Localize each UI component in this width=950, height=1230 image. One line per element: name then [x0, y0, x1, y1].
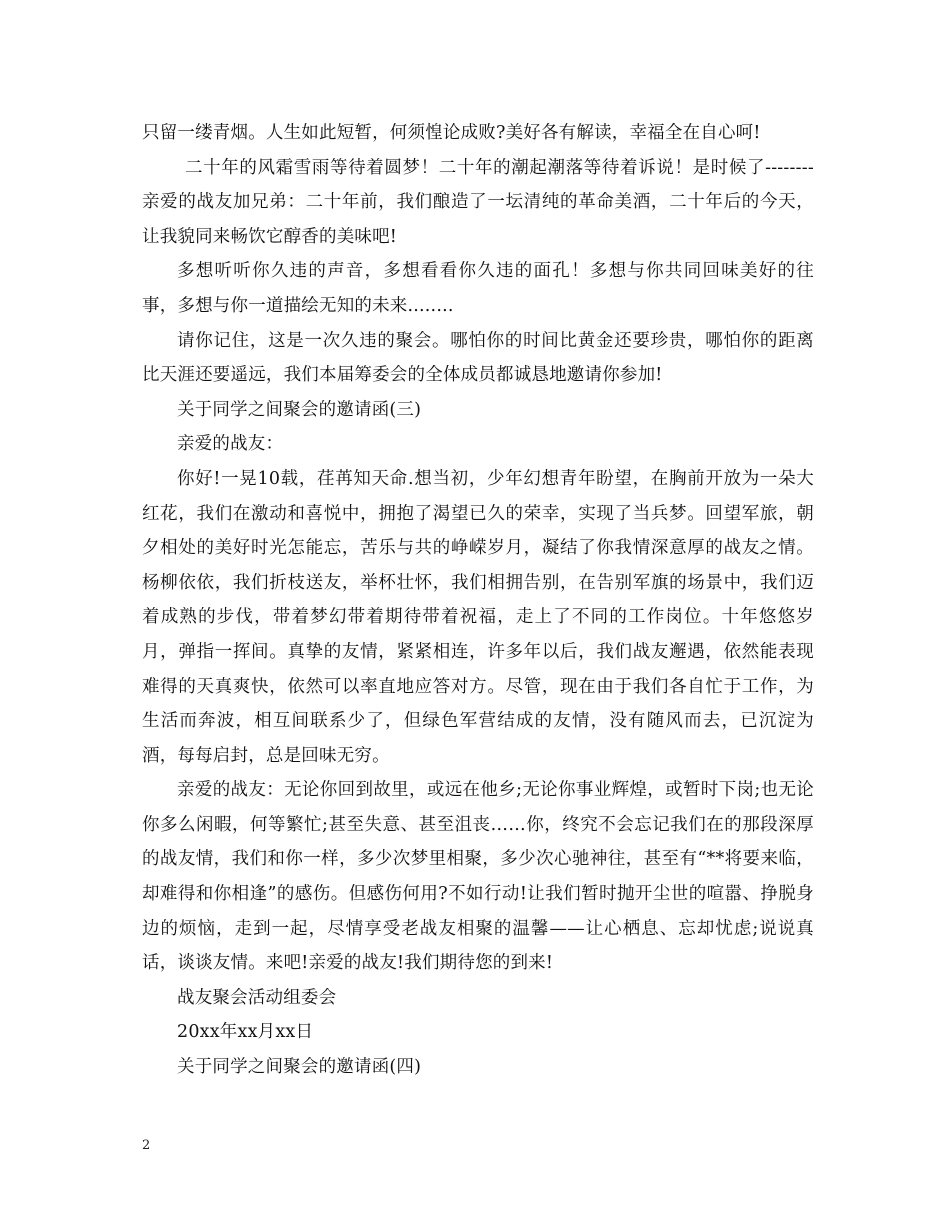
paragraph-dear-comrades: 亲爱的战友：无论你回到故里，或远在他乡;无论你事业辉煌，或暂时下岗;也无论你多么闲暇，何等繁忙;甚至失意、甚至沮丧……你，终究不会忘记我们在的那段深厚的战友情，我们和你一样，多少次梦里相聚，多少次心驰神往，甚至有“**将要来临，却难得和你相逢”的感伤。但感伤何用?不如行动!让我们暂时抛开尘世的喧嚣、挣脱身边的烦恼，走到一起，尽情享受老战友相聚的温馨——让心栖息、忘却忧虑;说说真话，谈谈友情。来吧!亲爱的战友!我们期待您的到来!: [142, 780, 814, 974]
paragraph-twenty-years: 二十年的风霜雪雨等待着圆梦！二十年的潮起潮落等待着诉说！是时候了--------亲爱的战友加兄弟：二十年前，我们酿造了一坛清纯的革命美酒，二十年后的今天，让我貌同来畅饮它醇香的美味吧!: [142, 157, 814, 247]
paragraph-continuation: 只留一缕青烟。人生如此短暂，何须惶论成败?美好各有解读，幸福全在自心呵!: [142, 123, 761, 143]
section-heading-four: 关于同学之间聚会的邀请函(四): [177, 1057, 422, 1078]
page-number: 2: [142, 1138, 151, 1153]
paragraph-greeting: 你好!一晃10载，荏苒知天命.想当初，少年幻想青年盼望，在胸前开放为一朵大红花，我们在激动和喜悦中，拥抱了渴望已久的荣幸，实现了当兵梦。回望军旅，朝夕相处的美好时光怎能忘，苦乐与共的峥嵘岁月，凝结了你我情深意厚的战友之情。杨柳依依，我们折枝送友，举杯壮怀，我们相拥告别，在告别军旗的场景中，我们迈着成熟的步伐，带着梦幻带着期待带着祝福，走上了不同的工作岗位。十年悠悠岁月，弹指一挥间。真挚的友情，紧紧相连，许多年以后，我们战友邂遇，依然能表现难得的天真爽快，依然可以率直地应答对方。尽管，现在由于我们各自忙于工作，为生活而奔波，相互间联系少了，但绿色军营结成的友情，没有随风而去，已沉淀为酒，每每启封，总是回味无穷。: [142, 468, 814, 766]
salutation: 亲爱的战友：: [177, 434, 284, 455]
paragraph-longing: 多想听听你久违的声音，多想看看你久违的面孔！多想与你共同回味美好的往事，多想与你一道描绘无知的未来........: [142, 261, 814, 316]
paragraph-remember: 请你记住，这是一次久违的聚会。哪怕你的时间比黄金还要珍贵，哪怕你的距离比天涯还要遥远，我们本届筹委会的全体成员都诚恳地邀请你参加!: [142, 330, 814, 386]
signature-committee: 战友聚会活动组委会: [177, 987, 337, 1008]
section-heading-three: 关于同学之间聚会的邀请函(三): [177, 399, 422, 420]
signature-date: 20xx年xx月xx日: [177, 1022, 314, 1043]
document-body: [142, 116, 814, 1085]
